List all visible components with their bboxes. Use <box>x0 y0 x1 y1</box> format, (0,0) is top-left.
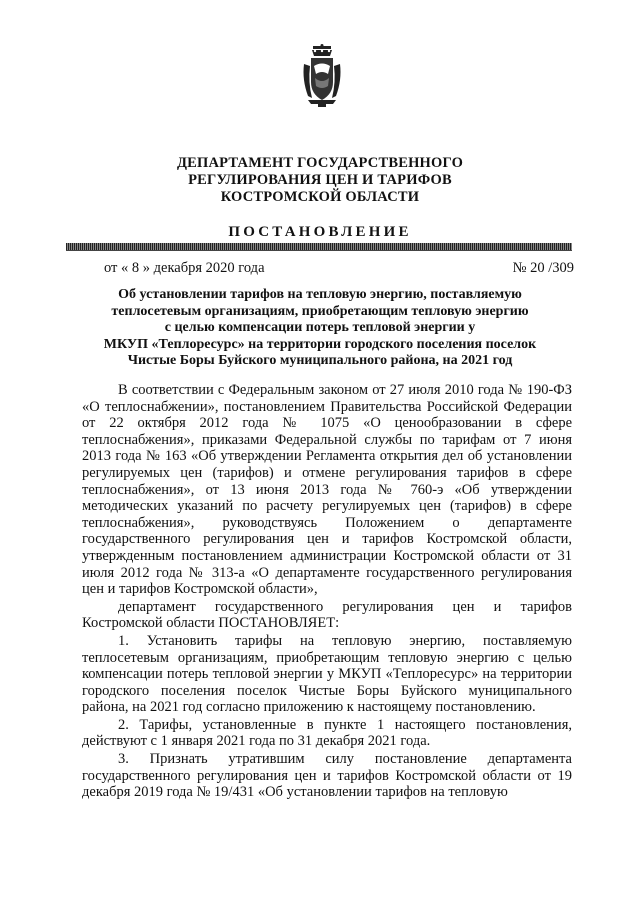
header-line-3: КОСТРОМСКОЙ ОБЛАСТИ <box>220 189 420 205</box>
title-line-5: Чистые Боры Буйского муниципального района, на 2021 год <box>127 353 513 368</box>
header-divider-line <box>66 250 572 251</box>
title-line-4: МКУП «Теплоресурс» на территории городского поселения поселок <box>103 336 537 352</box>
department-header <box>0 155 640 206</box>
coat-of-arms-icon <box>300 44 344 108</box>
document-body <box>82 382 572 801</box>
header-line-2: РЕГУЛИРОВАНИЯ ЦЕН И ТАРИФОВ <box>188 172 452 188</box>
header-divider <box>66 243 572 250</box>
title-line-3: с целью компенсации потерь тепловой энергии у <box>164 320 476 335</box>
paragraph-resolves: департамент государственного регулирования цен и тарифов Костромской области ПОСТАНОВЛЯЕТ: <box>82 598 572 632</box>
document-date: от « 8 » декабря 2020 года <box>104 260 265 276</box>
title-line-1: Об установлении тарифов на тепловую энергию, поставляемую <box>118 287 522 302</box>
paragraph-item-3: 3. Признать утратившим силу постановление департамента государственного регулирования цен и тарифов Костромской области от 19 декабря 2019 года № 19/431 «Об установлении тарифов на тепловую <box>82 751 572 801</box>
paragraph-preamble: В соответствии с Федеральным законом от 27 июля 2010 года № 190-ФЗ «О теплоснабжении», постановлением Правительства Российской Федерации от 22 октября 2012 года № 1075 «О ценообразовании в сфере теплоснабжения», приказами Федеральной службы по тарифам от 7 июня 2013 года № 163 «Об утверждении Регламента открытия дел об установлении регулируемых цен (тарифов) и отмене регулирования тарифов в сфере теплоснабжения», от 13 июня 2013 года № 760-э «Об утверждении методических указаний по расчету регулируемых цен (тарифов) в сфере теплоснабжения», руководствуясь Положением о департаменте государственного регулирования цен и тарифов Костромской области, утвержденным постановлением администрации Костромской области от 31 июля 2012 года № 313-а «О департаменте государственного регулирования цен и тарифов Костромской области», <box>82 382 572 598</box>
document-number: № 20 /309 <box>512 260 574 276</box>
document-title <box>80 287 560 370</box>
date-number-line <box>104 260 574 277</box>
paragraph-item-2: 2. Тарифы, установленные в пункте 1 настоящего постановления, действуют с 1 января 2021 года по 31 декабря 2021 года. <box>82 716 572 750</box>
paragraph-item-1: 1. Установить тарифы на тепловую энергию, поставляемую теплосетевым организациям, приобретающим тепловую энергию с целью компенсации потерь тепловой энергии у МКУП «Теплоресурс» на территории городского поселения поселок Чистые Боры Буйского муниципального района, на 2021 год согласно приложению к настоящему постановлению. <box>82 632 572 716</box>
header-line-1: ДЕПАРТАМЕНТ ГОСУДАРСТВЕННОГО <box>176 155 464 171</box>
title-line-2: теплосетевым организациям, приобретающим тепловую энергию <box>111 303 529 319</box>
document-type: ПОСТАНОВЛЕНИЕ <box>228 224 412 240</box>
